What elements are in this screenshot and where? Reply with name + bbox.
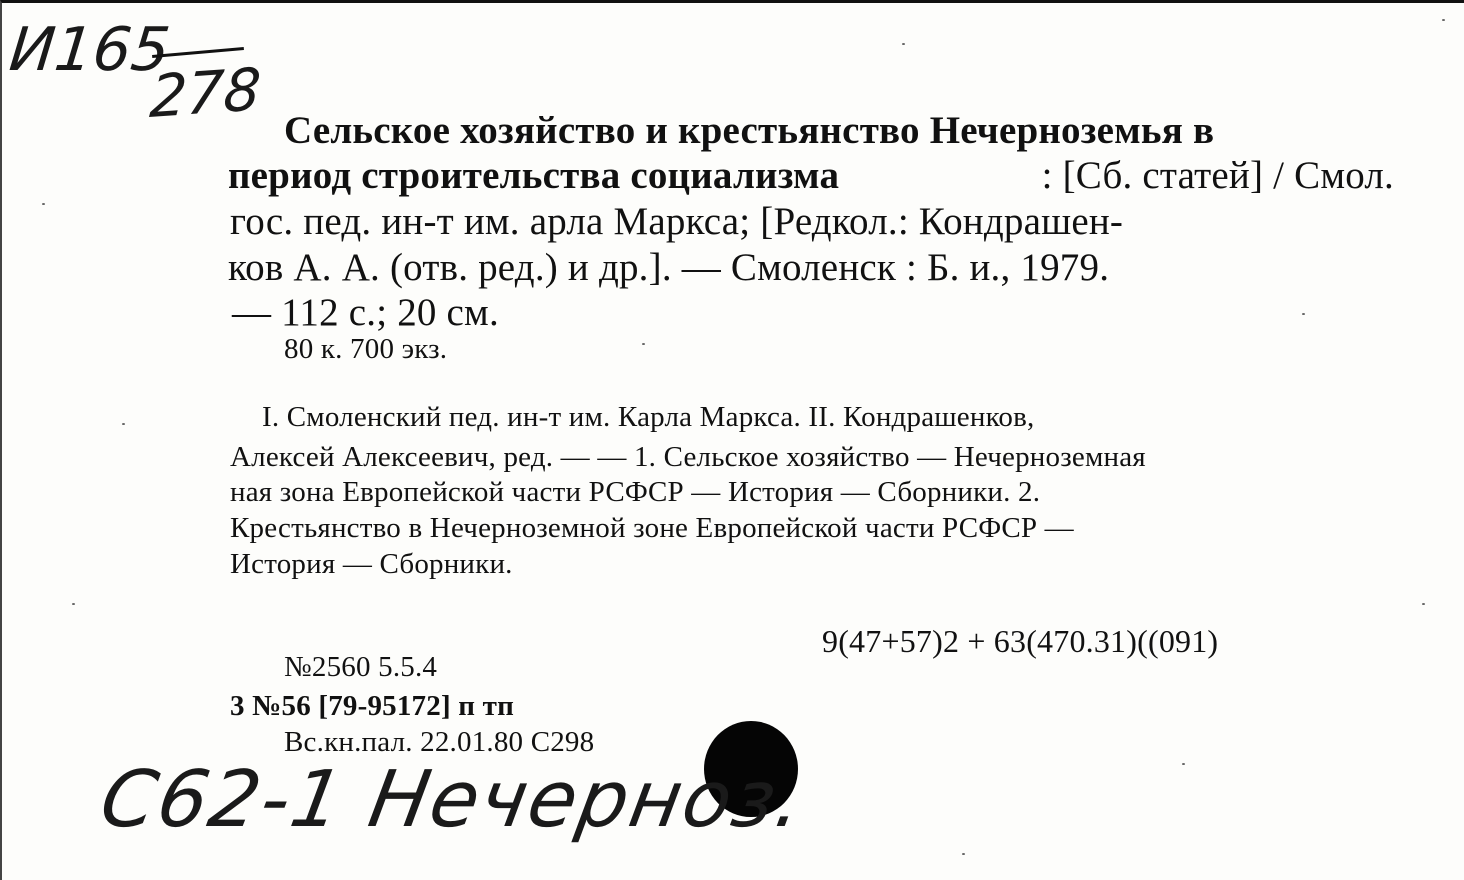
speck [72, 603, 75, 605]
extent-line: — 112 с.; 20 см. [232, 291, 499, 334]
classification-code: 9(47+57)2 + 63(470.31)((091) [822, 623, 1219, 659]
title-line-1: Сельское хозяйство и крестьянство Нечерноземья в [284, 109, 1215, 152]
tech-line-3: Вс.кн.пал. 22.01.80 С298 [284, 726, 595, 758]
notes-line-1: I. Смоленский пед. ин-т им. Карла Маркса. II. Кондрашенков, [262, 401, 1035, 433]
title-line-4: ков А. А. (отв. ред.) и др.]. — Смоленск : Б. и., 1979. [228, 246, 1110, 289]
speck [902, 43, 905, 45]
handwritten-shelfmark: И165 [6, 15, 174, 85]
title-line-2: период строительства социализма : [Сб. статей] / Смол. [228, 154, 1394, 197]
notes-line-3: ная зона Европейской части РСФСР — История — Сборники. 2. [230, 476, 1041, 508]
notes-line-2: Алексей Алексеевич, ред. — — 1. Сельское хозяйство — Нечерноземная [230, 441, 1146, 473]
notes-line-4: Крестьянство в Нечерноземной зоне Европейской части РСФСР — [230, 512, 1074, 544]
handwritten-shelfmark-number: 278 [147, 54, 263, 132]
price-run-line: 80 к. 700 экз. [284, 333, 448, 365]
handwritten-note: С62-1 Нечерноз. [94, 755, 812, 845]
speck [1182, 763, 1185, 765]
speck [42, 203, 45, 205]
tech-line-1: №2560 5.5.4 [284, 651, 438, 683]
speck [122, 423, 125, 425]
title-line-3: гос. пед. ин-т им. арла Маркса; [Редкол.: Кондрашен- [230, 200, 1124, 243]
speck [642, 343, 645, 345]
speck [1422, 603, 1425, 605]
speck [1302, 313, 1305, 315]
tech-line-2: 3 №56 [79-95172] п тп [230, 690, 514, 722]
notes-line-5: История — Сборники. [230, 548, 513, 580]
speck [1442, 19, 1445, 21]
speck [962, 853, 965, 855]
